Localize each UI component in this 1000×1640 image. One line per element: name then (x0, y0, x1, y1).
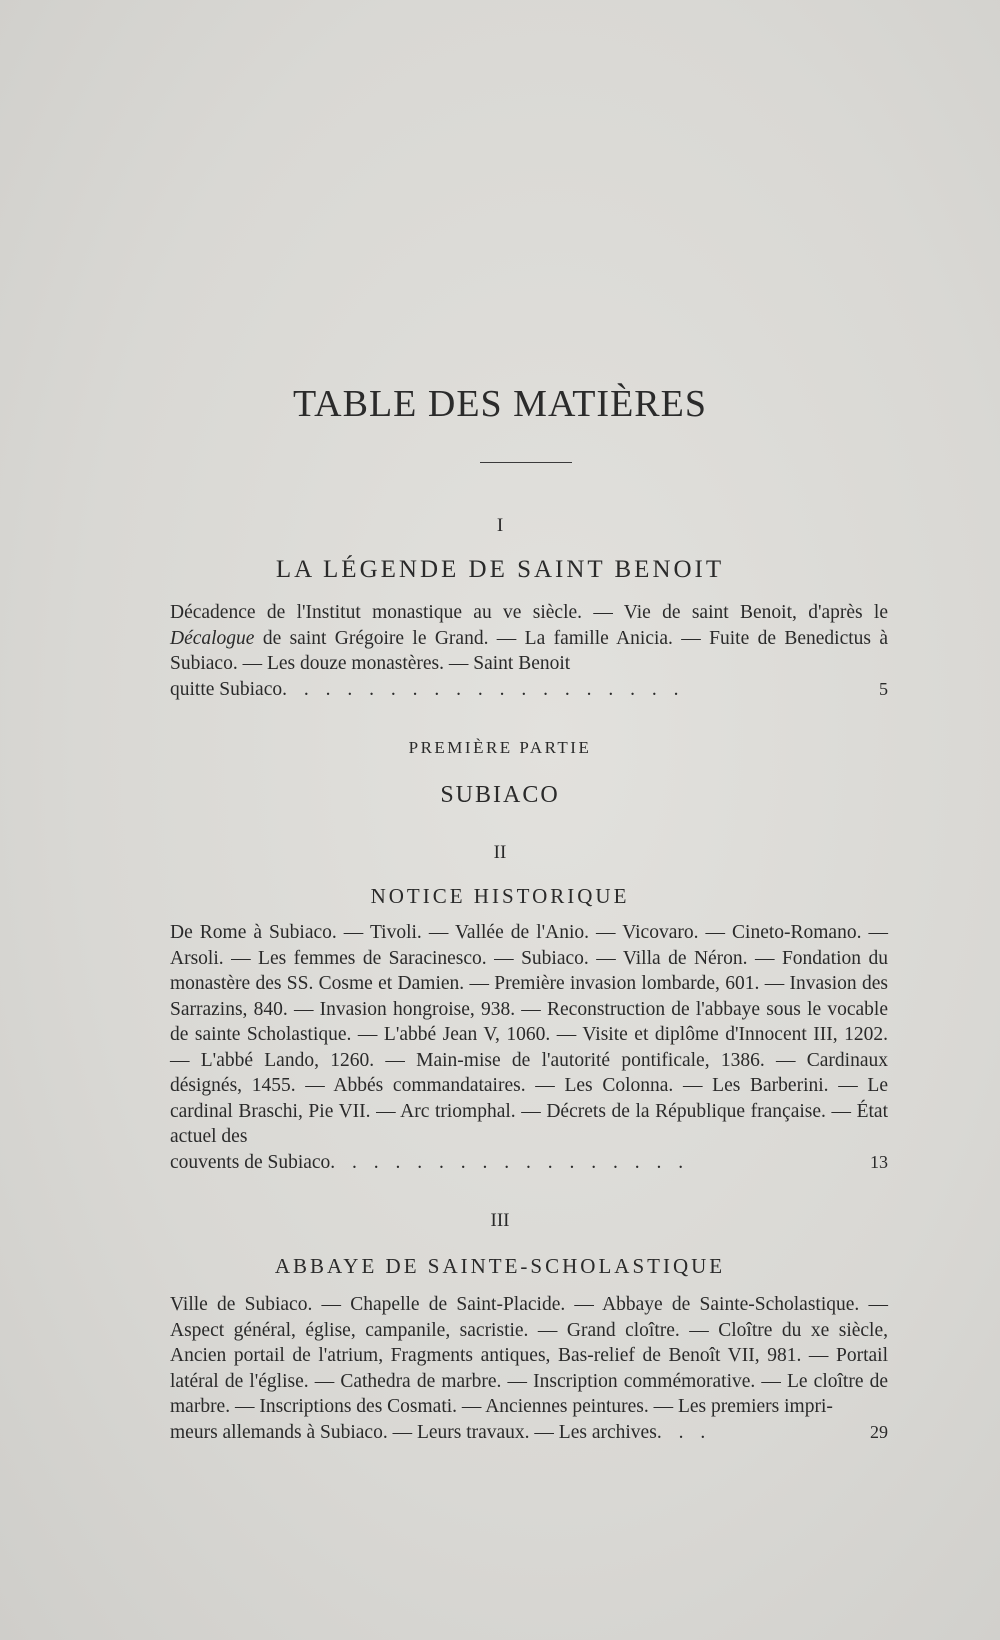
title-rule (480, 462, 572, 463)
entry-last-line-2 (170, 1150, 888, 1176)
leader-dots: . . . . . . . . . . . . . . . . . . . (282, 678, 685, 700)
entry-italic-title: Décalogue (170, 627, 255, 649)
leader-dots: . . . (656, 1421, 712, 1443)
entry-last-text: quitte Subiaco (170, 678, 283, 700)
page-number: 5 (879, 678, 888, 699)
section-numeral-3: III (490, 1210, 510, 1231)
page-title: TABLE DES MATIÈRES (293, 383, 707, 425)
entry-text: Décadence de l'Institut monastique au ve siècle. — Vie de saint Benoit, d'après le (170, 602, 888, 623)
entry-last-text: couvents de Subiaco (170, 1151, 331, 1173)
entry-last-line-1 (170, 677, 888, 703)
leader-dots: . . . . . . . . . . . . . . . . . (330, 1151, 690, 1173)
section-numeral-1: I (496, 515, 504, 536)
toc-entry-3 (170, 1292, 888, 1445)
entry-summary-1 (170, 600, 888, 677)
toc-entry-2 (170, 920, 888, 1175)
section-heading-2: NOTICE HISTORIQUE (370, 884, 630, 908)
page-number: 29 (870, 1421, 888, 1442)
part-title: SUBIACO (440, 782, 560, 808)
section-numeral-2: II (493, 842, 507, 863)
section-heading-1: LA LÉGENDE DE SAINT BENOIT (275, 556, 725, 583)
entry-text: de saint Grégoire le Grand. — La famille Anicia. — Fuite de Benedictus à Subiaco. — Les douze monastères. — Saint Benoit (170, 627, 888, 674)
entry-last-text: meurs allemands à Subiaco. — Leurs travaux. — Les archives (170, 1421, 657, 1443)
entry-last-line-3 (170, 1420, 888, 1446)
toc-entry-1 (170, 600, 888, 702)
entry-summary-2: De Rome à Subiaco. — Tivoli. — Vallée de l'Anio. — Vicovaro. — Cineto-Romano. — Arsoli. — Les femmes de Saracinesco. — Subiaco. — Villa de Néron. — Fondation du monastère des SS. Cosme et Damien. — Première invasion lombarde, 601. — Invasion des Sarrazins, 840. — Invasion hongroise, 938. — Reconstruction de l'abbaye sous le vocable de sainte Scholastique. — L'abbé Jean V, 1060. — Visite et diplôme d'Innocent III, 1202. — L'abbé Lando, 1260. — Main-mise de l'autorité pontificale, 1386. — Cardinaux désignés, 1455. — Abbés commandataires. — Les Colonna. — Les Barberini. — Le cardinal Braschi, Pie VII. — Arc triomphal. — Décrets de la République française. — État actuel des (170, 922, 888, 1147)
entry-summary-3: Ville de Subiaco. — Chapelle de Saint-Placide. — Abbaye de Sainte-Scholastique. — Aspect général, église, campanile, sacristie. — Grand cloître. — Cloître du xe siècle, Ancien portail de l'atrium, Fragments antiques, Bas-relief de Benoît VII, 981. — Portail latéral de l'église. — Cathedra de marbre. — Inscription commémorative. — Le cloître de marbre. — Inscriptions des Cosmati. — Anciennes peintures. — Les premiers impri- (170, 1294, 888, 1417)
part-label: PREMIÈRE PARTIE (408, 738, 592, 757)
section-heading-3: ABBAYE DE SAINTE-SCHOLASTIQUE (274, 1254, 726, 1278)
page-number: 13 (870, 1151, 888, 1172)
